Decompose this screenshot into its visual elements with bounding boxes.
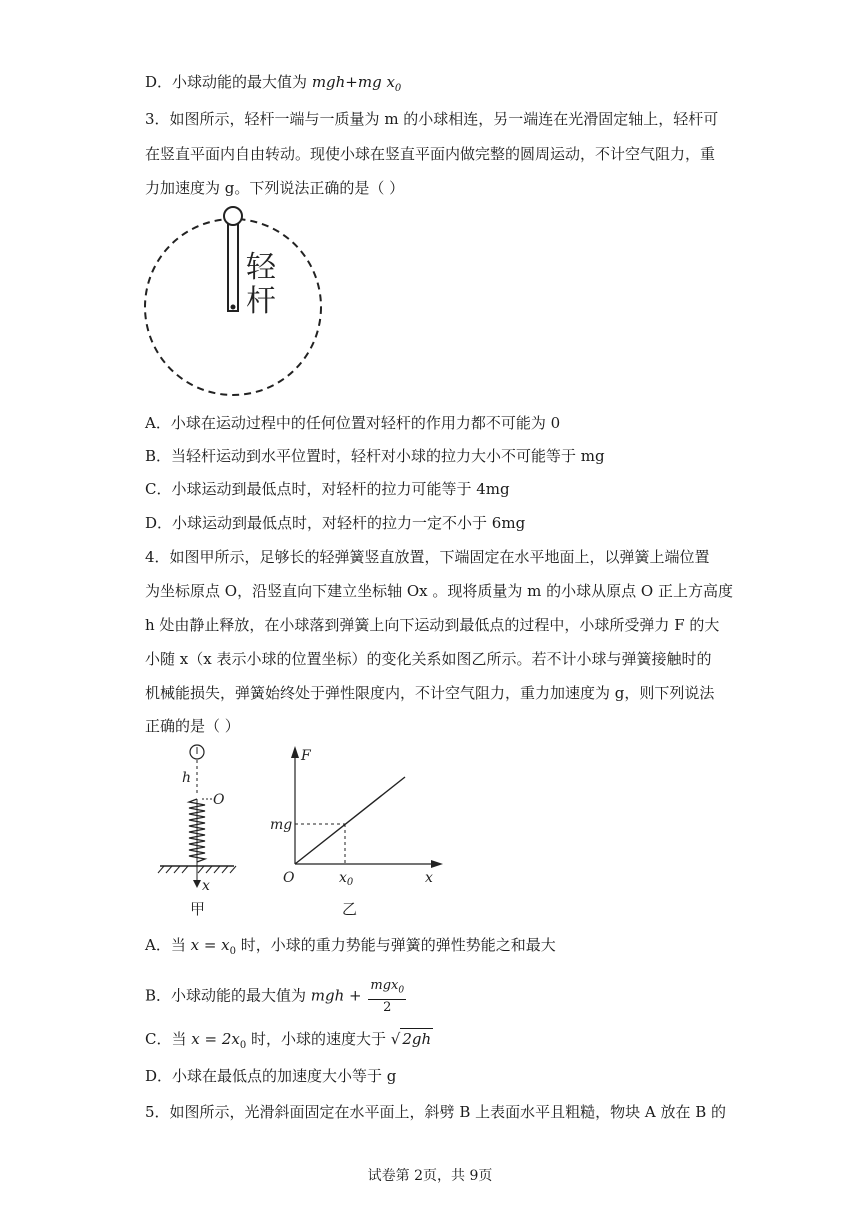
q4-force-graph bbox=[265, 742, 445, 920]
q4-option-a: A．当 $x = x_0$ 时，小球的重力势能与弹簧的弹性势能之和最大 bbox=[145, 936, 556, 957]
q4-spring-figure bbox=[150, 742, 250, 920]
option-text: 小球动能的最大值为 bbox=[172, 73, 312, 91]
origin-label: O bbox=[283, 870, 295, 886]
f-axis-arrow bbox=[291, 746, 299, 758]
q4-stem-line-6: 正确的是（ ） bbox=[145, 717, 240, 735]
o-label: O bbox=[213, 792, 225, 808]
pivot-axis bbox=[231, 305, 236, 310]
rod-label-1: 轻 bbox=[246, 250, 276, 285]
light-rod bbox=[228, 223, 238, 311]
x-axis-arrow bbox=[193, 880, 201, 888]
q3-stem-line-3: 力加速度为 g。下列说法正确的是（ ） bbox=[145, 179, 405, 197]
q4-option-c: C．当 $x = 2x_0$ 时，小球的速度大于 √ 2gh bbox=[145, 1030, 432, 1051]
x-label: x bbox=[202, 878, 210, 894]
q4-stem-line-3: h 处由静止释放，在小球落到弹簧上向下运动到最低点的过程中，小球所受弹力 F 的大 bbox=[145, 616, 720, 634]
force-line bbox=[295, 777, 405, 864]
q3-option-a: A．小球在运动过程中的任何位置对轻杆的作用力都不可能为 0 bbox=[145, 414, 561, 432]
rod-label-2: 杆 bbox=[246, 284, 276, 319]
q3-option-d: D．小球运动到最低点时，对轻杆的拉力一定不小于 6mg bbox=[145, 514, 526, 532]
q2-option-d bbox=[145, 72, 401, 99]
fraction: $\frac{mgx_0}{2}$ bbox=[370, 978, 405, 1015]
option-letter: D． bbox=[145, 73, 173, 91]
page-footer: 试卷第 2页，共 9页 bbox=[367, 1168, 493, 1184]
q4-stem-line-2: 为坐标原点 O，沿竖直向下建立坐标轴 Ox 。现将质量为 m 的小球从原点 O 正上方高度 bbox=[145, 582, 733, 600]
subscript: 0 bbox=[394, 83, 402, 94]
figure-caption-jia: 甲 bbox=[190, 900, 206, 918]
h-label: h bbox=[182, 770, 192, 786]
x-axis-label: x bbox=[425, 870, 433, 886]
q3-stem-line-2: 在竖直平面内自由转动。现使小球在竖直平面内做完整的圆周运动，不计空气阻力，重 bbox=[145, 145, 716, 163]
q4-stem-line-5: 机械能损失，弹簧始终处于弹性限度内，不计空气阻力，重力加速度为 g，则下列说法 bbox=[145, 684, 715, 702]
f-label: F bbox=[301, 748, 311, 764]
x-axis-arrow bbox=[431, 860, 443, 868]
sqrt-sign: √ bbox=[390, 1030, 401, 1048]
x0-label: $x_0$ bbox=[339, 870, 354, 888]
q4-option-b: B．小球动能的最大值为 mgh + $\frac{mgx_0}{2}$ bbox=[145, 978, 405, 1015]
figure-caption-yi: 乙 bbox=[342, 900, 358, 918]
q3-rod-circle-figure bbox=[140, 203, 330, 403]
q4-stem-line-1: 4．如图甲所示，足够长的轻弹簧竖直放置，下端固定在水平地面上，以弹簧上端位置 bbox=[145, 548, 710, 566]
q3-option-c: C．小球运动到最低点时，对轻杆的拉力可能等于 4mg bbox=[145, 480, 510, 498]
small-ball bbox=[224, 207, 242, 225]
q3-option-b: B．当轻杆运动到水平位置时，轻杆对小球的拉力大小不可能等于 mg bbox=[145, 447, 605, 465]
q4-stem-line-4: 小随 x（x 表示小球的位置坐标）的变化关系如图乙所示。若不计小球与弹簧接触时的 bbox=[145, 650, 712, 668]
q5-stem-line-1: 5．如图所示，光滑斜面固定在水平面上，斜劈 B 上表面水平且粗糙，物块 A 放在 B 的 bbox=[145, 1103, 727, 1121]
mg-label: mg bbox=[270, 817, 293, 833]
q4-option-d: D．小球在最低点的加速度大小等于 g bbox=[145, 1067, 397, 1085]
formula: mgh+mg x bbox=[311, 73, 395, 91]
q3-stem-line-1: 3．如图所示，轻杆一端与一质量为 m 的小球相连，另一端连在光滑固定轴上，轻杆可 bbox=[145, 110, 719, 128]
